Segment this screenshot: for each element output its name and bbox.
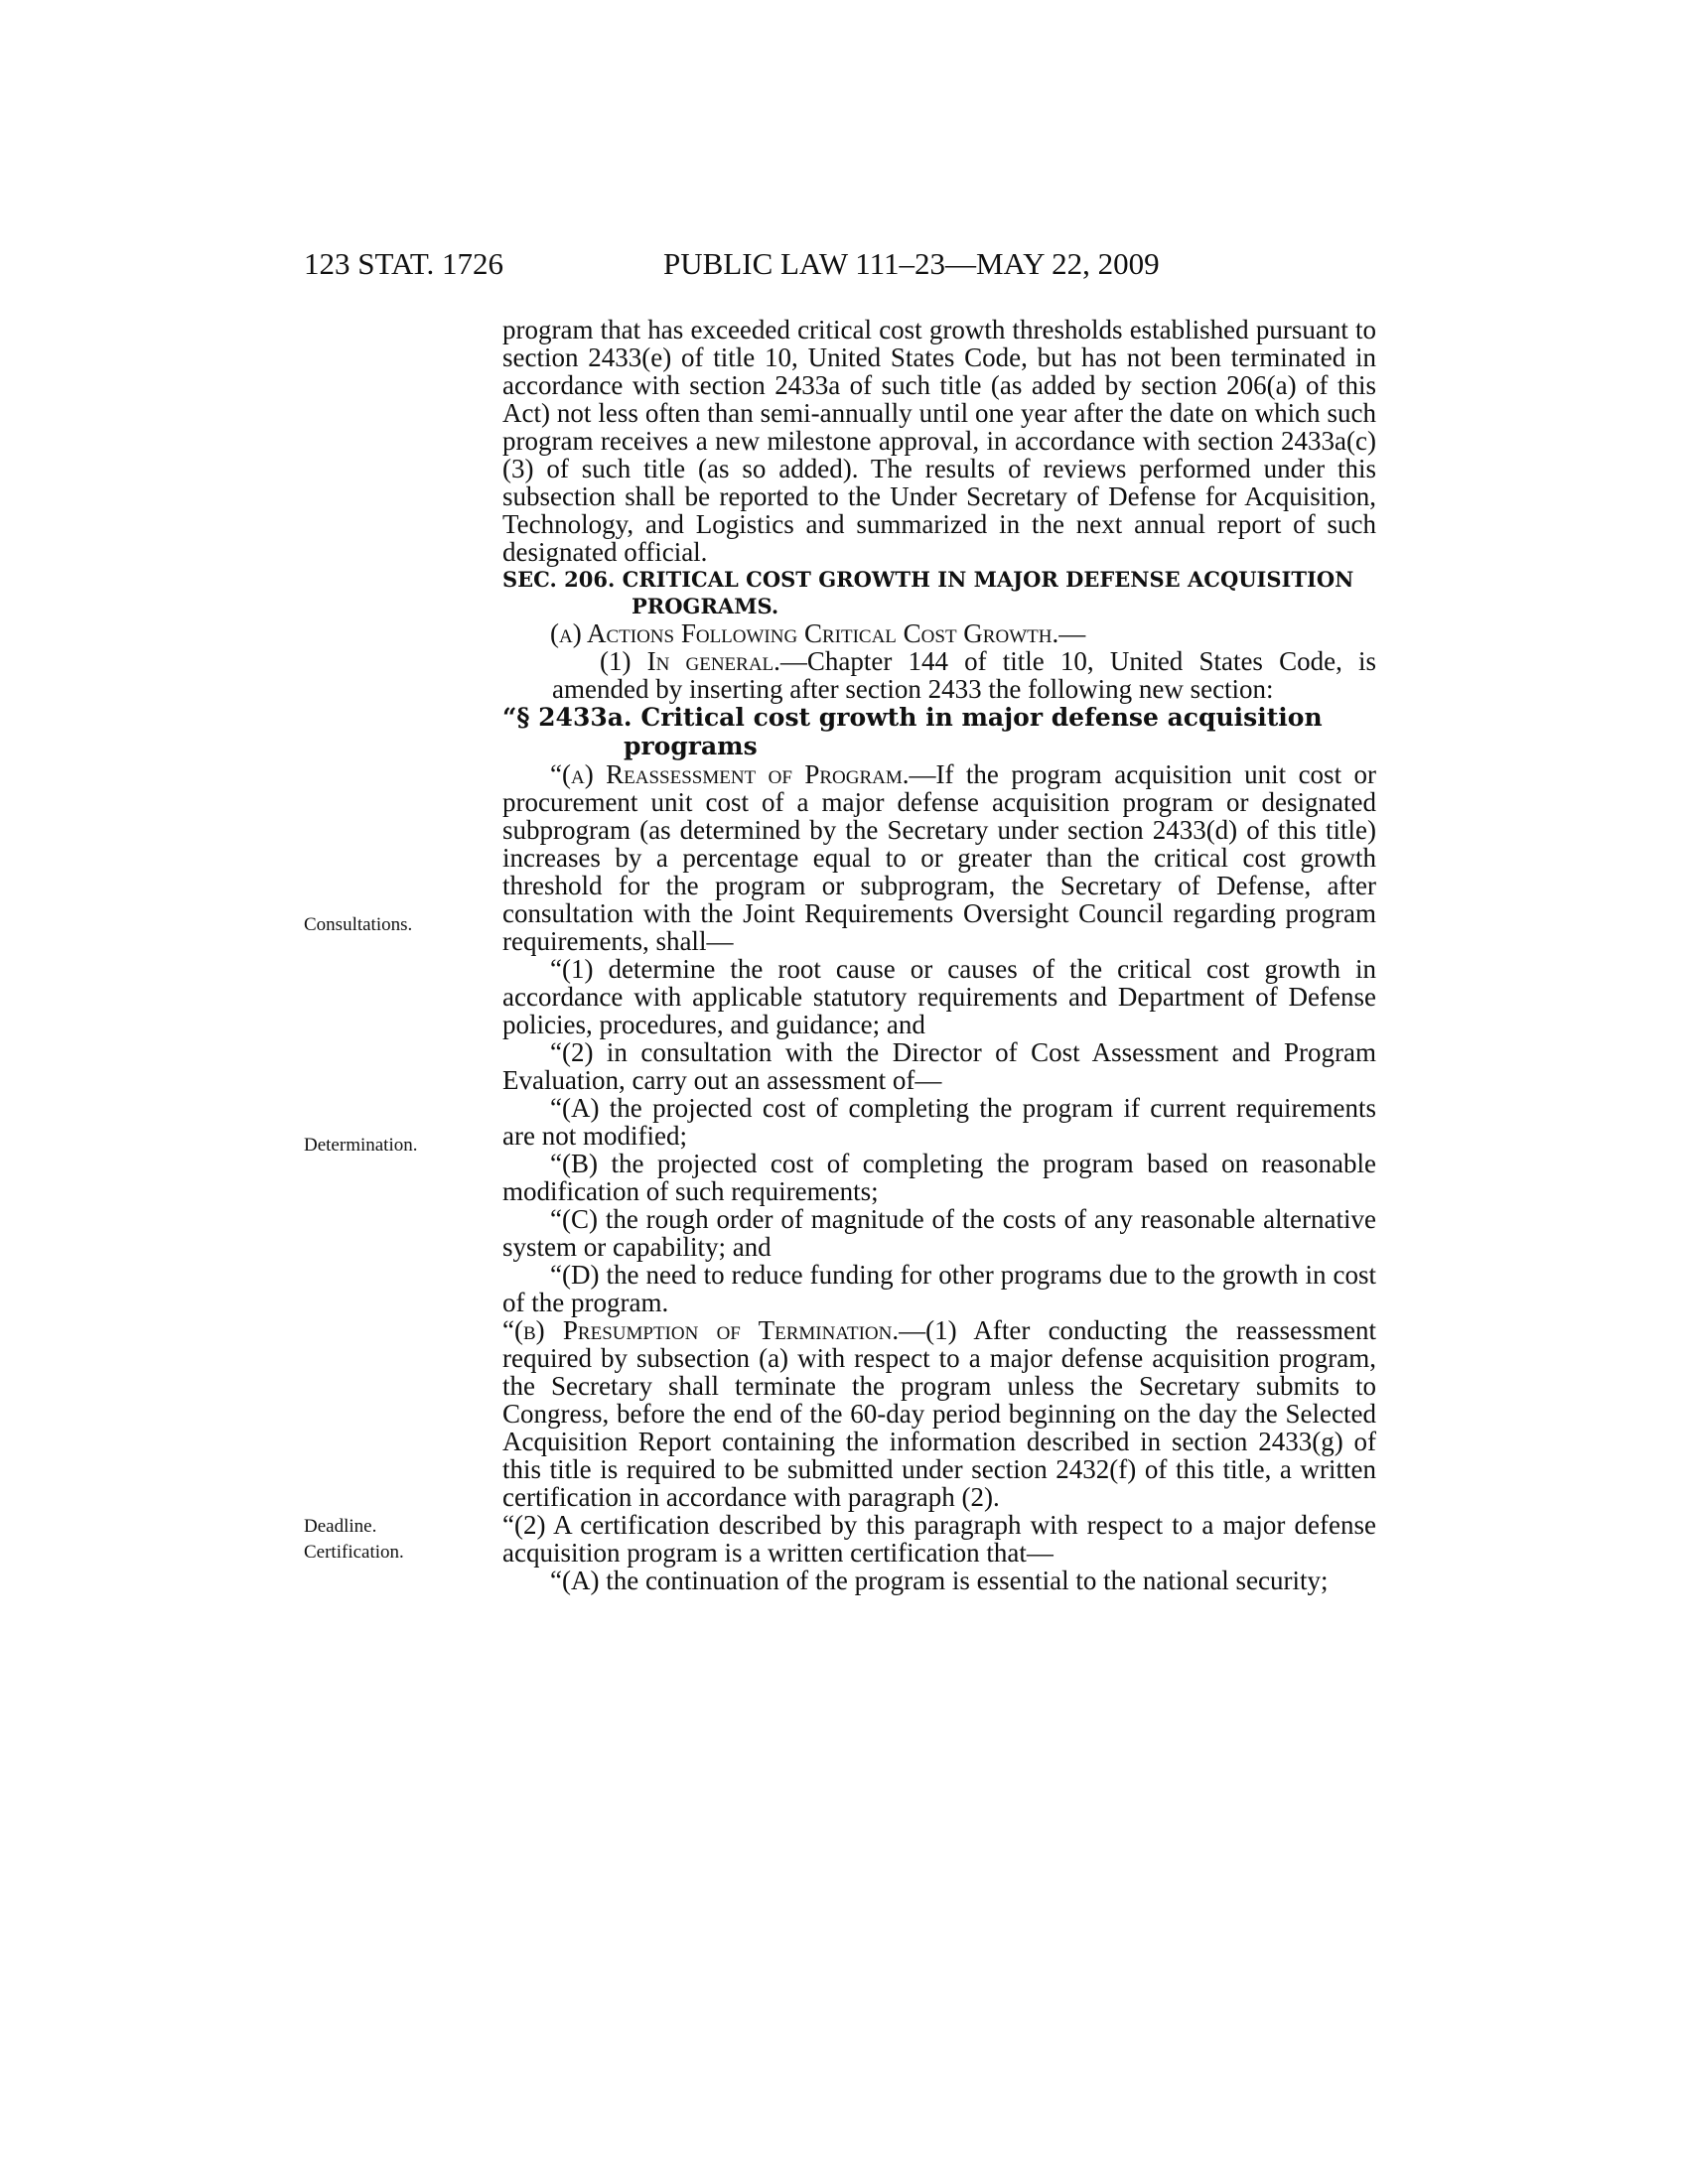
clause-2C: “(C) the rough order of magnitude of the costs of any reasonable alternative system or capability; and (502, 1204, 1376, 1262)
termination-label: “(b) Presumption of Termination. (502, 1315, 900, 1345)
clause-2-assessment: “(2) in consultation with the Director of Cost Assessment and Program Evaluation, carry out an assessment of— (502, 1037, 1376, 1095)
subsection-a-label: (a) Actions Following Critical Cost Growth.— (550, 618, 1086, 648)
paragraph-continuation: program that has exceeded critical cost growth thresholds established pursuant to section 2433(e) of title 10, United States Code, but has not been terminated in accordance with section 2433a of such title (as added by section 206(a) of this Act) not less often than semi-annually until one year after the date on which such program receives a new milestone approval, in accordance with section 2433a(c)(3) of such title (as so added). The results of reviews performed under this subsection shall be reported to the Under Secretary of Defense for Acquisition, Technology, and Logistics and summarized in the next annual report of such designated official. (502, 315, 1376, 567)
section-206-heading: SEC. 206. CRITICAL COST GROWTH IN MAJOR DEFENSE ACQUISITION PROGRAMS. (502, 567, 1354, 618)
margin-note-deadline: Deadline. (304, 1516, 377, 1537)
paragraph-a1-label: (1) In general. (600, 646, 780, 676)
paragraph-a1-text: —Chapter 144 of title 10, United States Code, is amended by inserting after section 2433 the following new section: (552, 646, 1376, 704)
clause-b2A: “(A) the continuation of the program is essential to the national security; (550, 1566, 1329, 1595)
margin-note-determination: Determination. (304, 1135, 418, 1156)
page-header (304, 246, 1376, 286)
clause-2D: “(D) the need to reduce funding for other programs due to the growth in cost of the program. (502, 1260, 1376, 1317)
margin-note-consultations: Consultations. (304, 914, 413, 935)
statute-page-number: 123 STAT. 1726 (304, 246, 504, 281)
subsection-a-heading (502, 619, 1376, 647)
paragraph-b2: “(2) A certification described by this paragraph with respect to a major defense acquisition program is a written certification that— (502, 1510, 1376, 1568)
section-2433a-title-line2: programs (624, 732, 758, 760)
clause-2B: “(B) the projected cost of completing the program based on reasonable modification of such requirements; (502, 1149, 1376, 1206)
clause-2A: “(A) the projected cost of completing the program if current requirements are not modified; (502, 1093, 1376, 1151)
subsection-b-termination (502, 1316, 1376, 1511)
document-body (502, 316, 1376, 1594)
subsection-a-reassessment (502, 760, 1376, 955)
reassessment-text: —If the program acquisition unit cost or procurement unit cost of a major defense acquisition program or designated subprogram (as determined by the Secretary under section 2433(d) of this title) increases by a percentage equal to or greater than the critical cost growth threshold for the program or subprogram, the Secretary of Defense, after consultation with the Joint Requirements Oversight Council regarding program requirements, shall— (502, 759, 1376, 956)
clause-1-determine: “(1) determine the root cause or causes of the critical cost growth in accordance with applicable statutory requirements and Department of Defense policies, procedures, and guidance; and (502, 954, 1376, 1039)
termination-text: —(1) After conducting the reassessment required by subsection (a) with respect to a major defense acquisition program, the Secretary shall terminate the program unless the Secretary submits to Congress, before the end of the 60-day period beginning on the day the Selected Acquisition Report containing the information described in section 2433(g) of this title is required to be submitted under section 2432(f) of this title, a written certification in accordance with paragraph (2). (502, 1315, 1376, 1512)
section-2433a-title (502, 703, 1376, 760)
paragraph-a1 (552, 647, 1376, 703)
margin-note-certification: Certification. (304, 1542, 404, 1563)
section-2433a-title-line1: “§ 2433a. Critical cost growth in major defense acquisition (502, 703, 1323, 732)
reassessment-label: “(a) Reassessment of Program. (550, 759, 910, 789)
public-law-title: PUBLIC LAW 111–23—MAY 22, 2009 (663, 246, 1160, 281)
